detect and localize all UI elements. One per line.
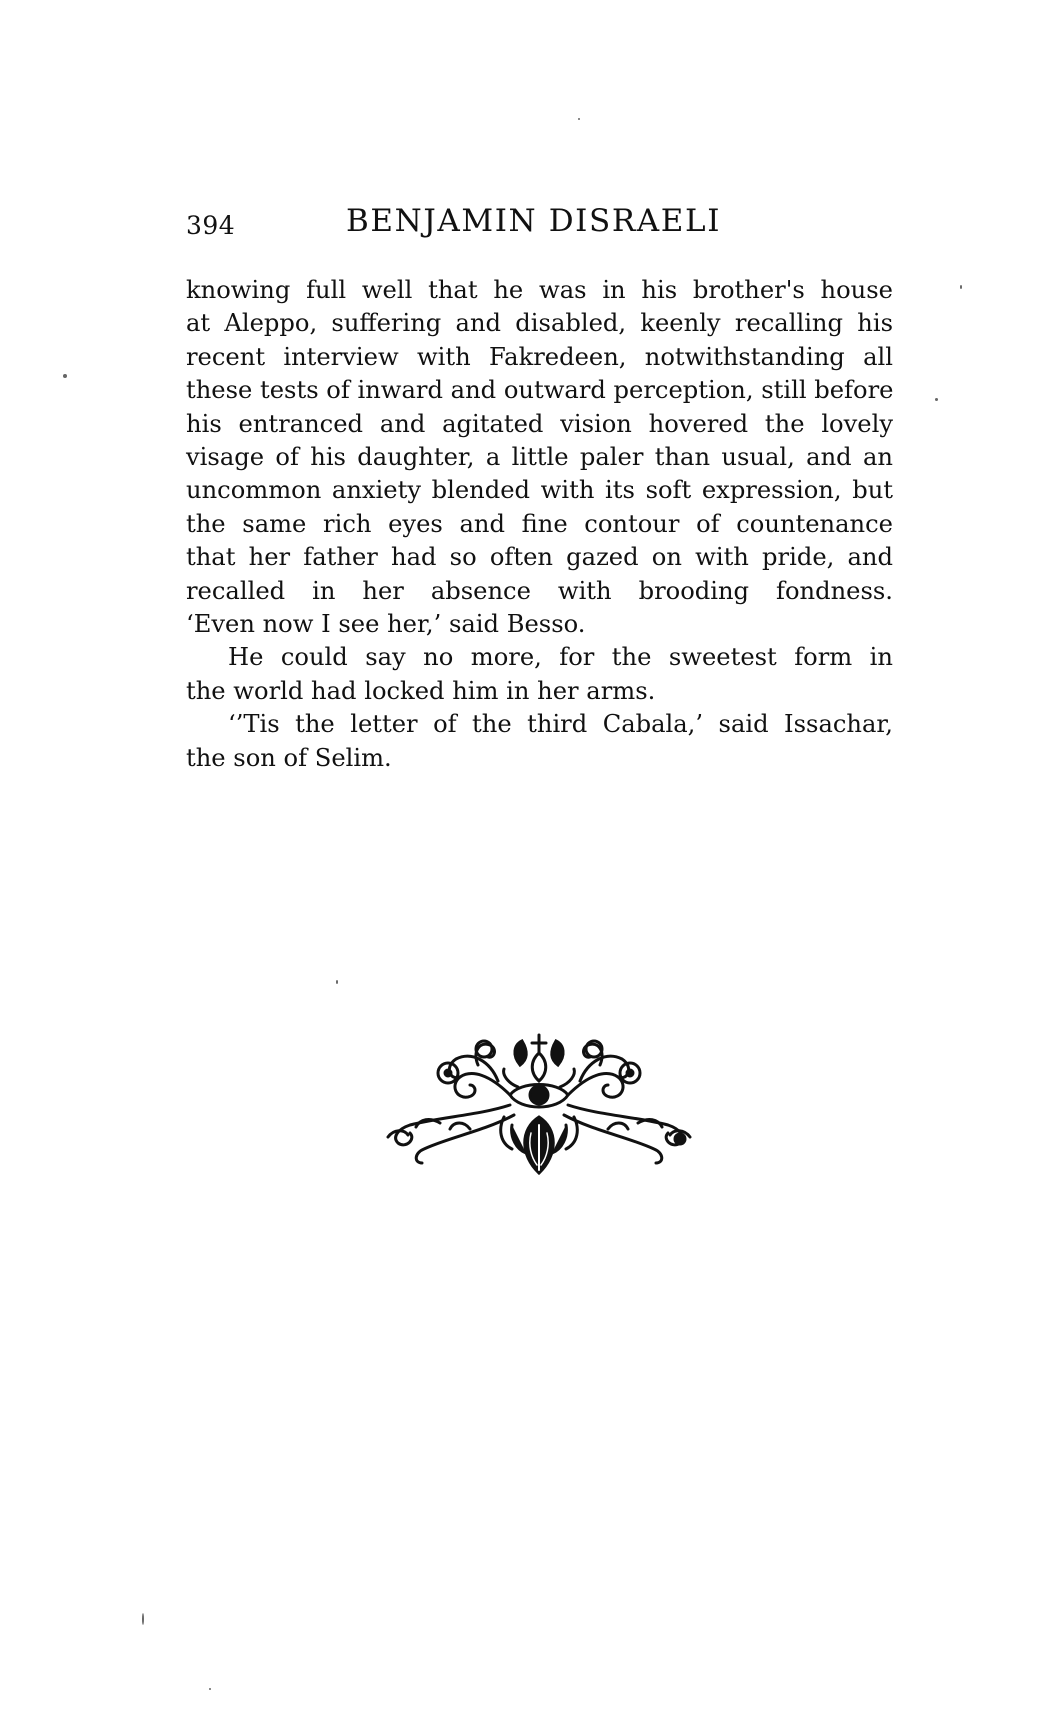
text-line: ‘Even now I see her,’ said Besso. bbox=[186, 610, 586, 639]
page-header bbox=[186, 203, 896, 251]
scan-speck bbox=[209, 1688, 211, 1690]
text-line: recalled in her absence with brooding fondness. bbox=[186, 576, 893, 605]
running-head: BENJAMIN DISRAELI bbox=[346, 203, 722, 239]
text-line: knowing full well that he was in his brother's house bbox=[186, 276, 893, 304]
ornament-svg bbox=[380, 1025, 698, 1175]
text-line: these tests of inward and outward perception, still before bbox=[186, 376, 894, 405]
text-line: the son of Selim. bbox=[186, 743, 392, 772]
scan-speck bbox=[336, 980, 338, 984]
text-line: the same rich eyes and fine contour of countenance bbox=[186, 509, 893, 538]
paragraph-3 bbox=[186, 708, 893, 775]
text-line: uncommon anxiety blended with its soft expression, but bbox=[186, 476, 893, 505]
text-line: the world had locked him in her arms. bbox=[186, 676, 656, 705]
page-number: 394 bbox=[186, 211, 236, 240]
text-line: his entranced and agitated vision hovered the lovely bbox=[186, 409, 893, 438]
text-line: ‘’Tis the letter of the third Cabala,’ said Issachar, bbox=[228, 710, 893, 739]
scan-speck bbox=[935, 398, 938, 401]
paragraph-2 bbox=[186, 641, 893, 708]
paragraph-1 bbox=[186, 274, 893, 641]
text-line: at Aleppo, suffering and disabled, keenly recalling his bbox=[186, 309, 893, 338]
scan-speck bbox=[960, 285, 962, 289]
body-text bbox=[186, 274, 893, 775]
scan-speck bbox=[142, 1613, 144, 1625]
scan-speck bbox=[578, 118, 580, 120]
text-line: recent interview with Fakredeen, notwithstanding all bbox=[186, 342, 893, 371]
text-line: He could say no more, for the sweetest form in bbox=[228, 643, 893, 672]
floral-tailpiece-ornament-icon bbox=[380, 1025, 698, 1175]
text-line: that her father had so often gazed on with pride, and bbox=[186, 543, 893, 572]
scan-speck bbox=[63, 374, 67, 378]
text-line: visage of his daughter, a little paler than usual, and an bbox=[186, 443, 893, 472]
